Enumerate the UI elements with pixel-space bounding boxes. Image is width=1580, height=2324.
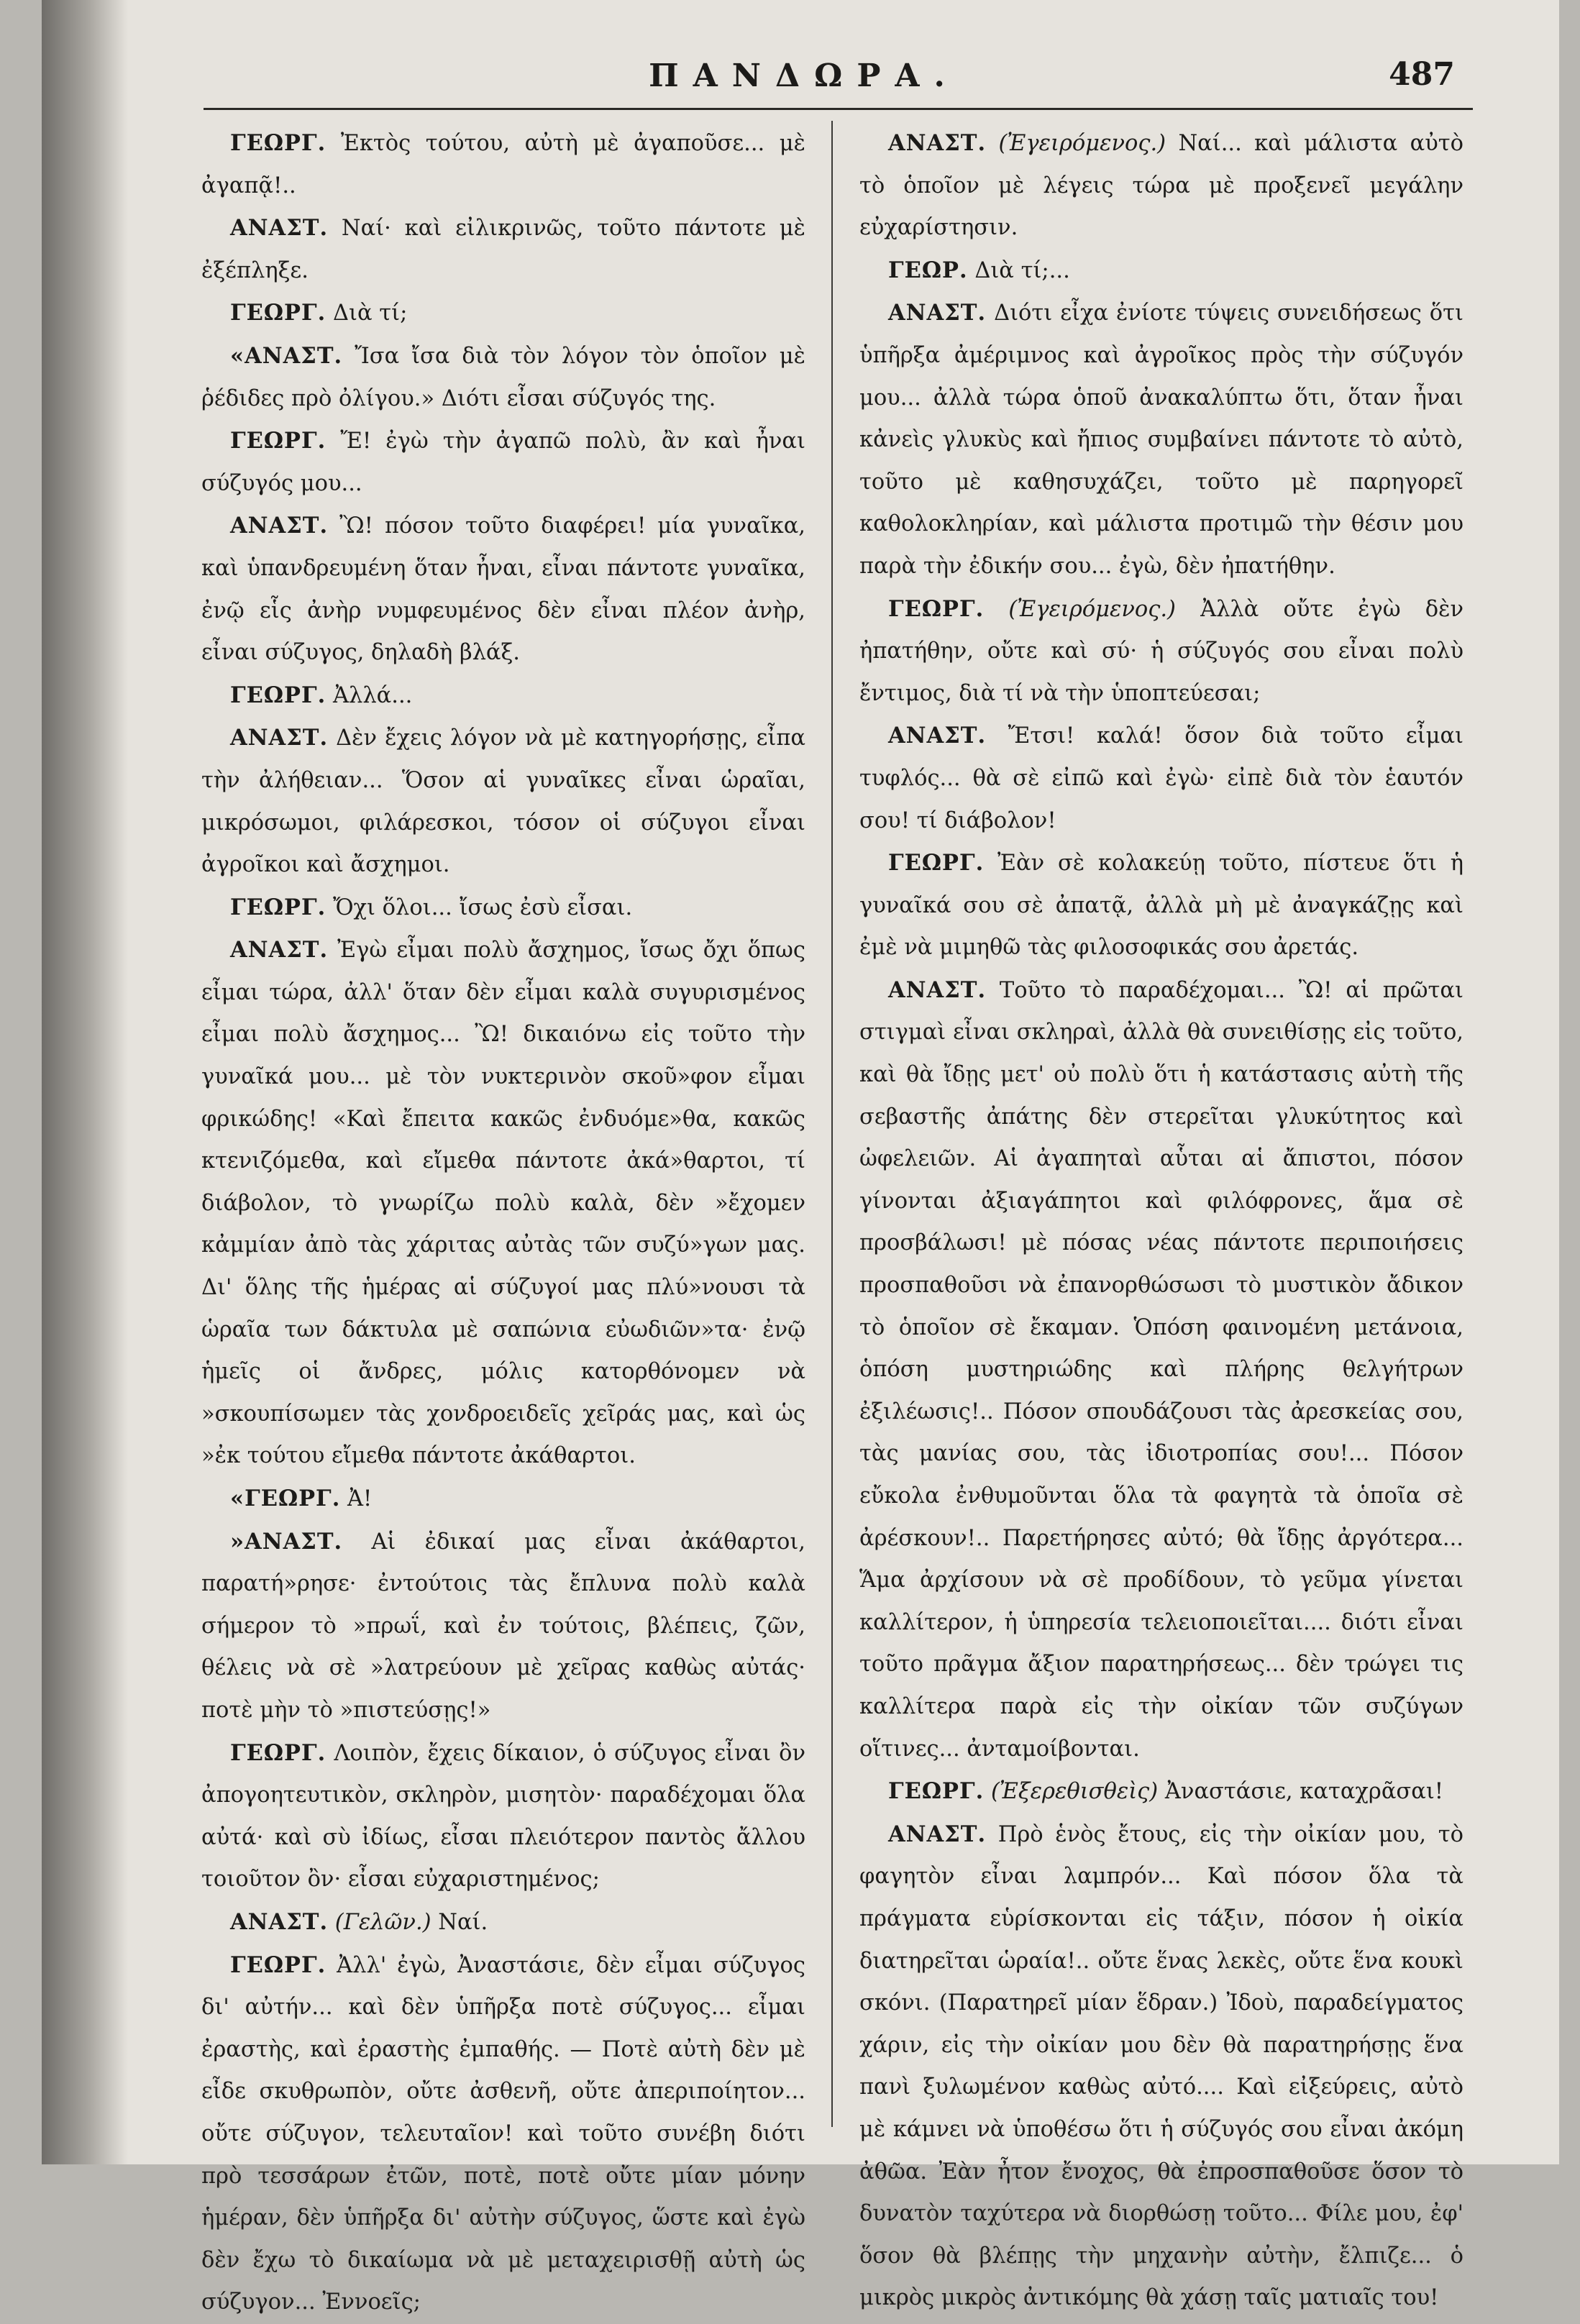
book-page (42, 0, 1559, 2315)
speaker-name: ΓΕΩΡΓ. (230, 1952, 326, 1978)
dialogue-text: Ἀλλ' ἐγὼ, Ἀναστάσιε, δὲν εἶμαι σύζυγος δι' αὐτήν... καὶ δὲν ὑπῆρξα ποτὲ σύζυγος... εἶμαι ἐραστὴς, καὶ ἐραστὴς ἐμπαθής. — Ποτὲ αὐτὴ δὲν μὲ εἶδε σκυθρωπὸν, οὔτε ἀσθενῆ, οὔτε ἀπεριποίητον... οὔτε σύζυγον, τελευταῖον! καὶ τοῦτο συνέβη διότι πρὸ τεσσάρων ἐτῶν, ποτὲ, ποτὲ οὔτε μίαν μόνην ἡμέραν, δὲν ὑπῆρξα δι' αὐτὴν σύζυγος, ὥστε καὶ ἐγὼ δὲν ἔχω τὸ δικαίωμα νὰ μὲ μεταχειρισθῇ αὐτὴ ὡς σύζυγον... Ἐννοεῖς; (201, 1952, 805, 2315)
dialogue-paragraph (201, 717, 805, 886)
speaker-name: ΑΝΑΣΤ. (888, 130, 987, 156)
speaker-name: «ΑΝΑΣΤ. (230, 342, 343, 369)
stage-direction: (Γελῶν.) (334, 1909, 431, 1935)
speaker-name: »ΑΝΑΣΤ. (230, 1528, 343, 1555)
dialogue-paragraph (859, 250, 1463, 293)
dialogue-text: Διότι εἶχα ἐνίοτε τύψεις συνειδήσεως ὅτι ὑπῆρξα ἀμέριμνος καὶ ἀγροῖκος πρὸς τὴν σύζυγόν μου... ἀλλὰ τώρα ὁποῦ ἀνακαλύπτω ὅτι, ὅταν ἦναι κἀνεὶς γλυκὺς καὶ ἤπιος συμβαίνει πάντοτε τὸ αὐτὸ, τοῦτο μὲ καθησυχάζει, τοῦτο μὲ παρηγορεῖ καθολοκληρίαν, καὶ μάλιστα προτιμῶ τὴν θέσιν μου παρὰ τὴν ἐδικήν σου... ἐγὼ, δὲν ἠπατήθην. (859, 301, 1464, 579)
page-gutter (42, 0, 128, 2164)
dialogue-paragraph (201, 420, 805, 505)
stage-direction: (Ἐγειρόμενος.) (998, 131, 1166, 156)
column-divider (831, 121, 833, 2127)
right-column (859, 122, 1463, 2320)
dialogue-paragraph (201, 505, 805, 674)
dialogue-paragraph (859, 122, 1463, 250)
speaker-name: ΓΕΩΡΓ. (230, 428, 326, 454)
speaker-name: ΓΕΩΡΓ. (230, 130, 326, 156)
speaker-name: ΑΝΑΣΤ. (230, 937, 329, 964)
dialogue-text: Ἔτσι! καλά! ὅσον διὰ τοῦτο εἶμαι τυφλός... θὰ σὲ εἰπῶ καὶ ἐγὼ· εἰπὲ διὰ τὸν ἑαυτόν σου! τί διάβολον! (859, 723, 1463, 833)
dialogue-paragraph (859, 969, 1463, 1770)
dialogue-text: Ἐγὼ εἶμαι πολὺ ἄσχημος, ἴσως ὄχι ὅπως εἶμαι τώρα, ἀλλ' ὅταν δὲν εἶμαι καλὰ συγυρισμένος εἶμαι πολὺ ἄσχημος... Ὢ! δικαιόνω εἰς τοῦτο τὴν γυναῖκά μου... μὲ τὸν νυκτερινὸν σκοῦ»φον εἶμαι φρικώδης! «Καὶ ἔπειτα κακῶς ἐνδυόμε»θα, κακῶς κτενιζόμεθα, καὶ εἴμεθα πάντοτε ἀκά»θαρτοι, τί διάβολον, τὸ γνωρίζω πολὺ καλὰ, δὲν »ἔχομεν κἀμμίαν ἀπὸ τὰς χάριτας αὐτὰς τῶν συζύ»γων μας. Δι' ὅλης τῆς ἡμέρας αἱ σύζυγοί μας πλύ»νουσι τὰ ὡραῖα των δάκτυλα μὲ σαπώνια εὐωδιῶν»τα· ἐνῷ ἡμεῖς οἱ ἄνδρες, μόλις κατορθόνομεν νὰ »σκουπίσωμεν τὰς χονδροειδεῖς χεῖράς μας, καὶ ὡς »ἐκ τούτου εἴμεθα πάντοτε ἀκάθαρτοι. (201, 938, 806, 1469)
speaker-name: ΑΝΑΣΤ. (230, 215, 329, 242)
dialogue-text: Ἀλλά... (332, 682, 413, 708)
dialogue-text: Ἐκτὸς τούτου, αὐτὴ μὲ ἀγαποῦσε... μὲ ἀγαπᾷ!.. (201, 131, 805, 198)
dialogue-text: Ἀναστάσιε, καταχρᾶσαι! (1164, 1779, 1444, 1805)
dialogue-paragraph (859, 715, 1463, 842)
dialogue-text: Αἱ ἐδικαί μας εἶναι ἀκάθαρτοι, παρατή»ρησε· ἐντούτοις τὰς ἔπλυνα πολὺ καλὰ σήμερον τὸ »πρωΐ, καὶ ἐν τούτοις, βλέπεις, ζῶν, θέλεις νὰ σὲ »λατρεύουν μὲ χεῖρας καθὼς αὐτάς· ποτὲ μὴν τὸ »πιστεύσῃς!» (201, 1529, 805, 1723)
speaker-name: ΑΝΑΣΤ. (888, 1821, 987, 1847)
dialogue-text: Δὲν ἔχεις λόγον νὰ μὲ κατηγορήσῃς, εἶπα τὴν ἀλήθειαν... Ὅσον αἱ γυναῖκες εἶναι ὡραῖαι, μικρόσωμοι, φιλάρεσκοι, τόσον οἱ σύζυγοι εἶναι ἀγροῖκοι καὶ ἄσχημοι. (201, 726, 805, 878)
speaker-name: ΑΝΑΣΤ. (230, 725, 329, 751)
stage-direction: (Ἐξερεθισθεὶς) (990, 1779, 1159, 1805)
dialogue-paragraph (201, 1901, 805, 1944)
speaker-name: ΑΝΑΣΤ. (230, 1908, 329, 1935)
speaker-name: ΓΕΩΡΓ. (888, 595, 985, 622)
speaker-name: ΓΕΩΡΓ. (230, 300, 326, 326)
dialogue-paragraph (859, 1770, 1463, 1813)
dialogue-paragraph (859, 842, 1463, 969)
dialogue-paragraph (201, 1521, 805, 1732)
dialogue-paragraph (201, 335, 805, 420)
dialogue-paragraph (859, 1813, 1463, 2320)
dialogue-paragraph (201, 929, 805, 1478)
stage-direction: (Ἐγειρόμενος.) (1008, 596, 1176, 622)
speaker-name: ΑΝΑΣΤ. (888, 300, 987, 326)
dialogue-paragraph (201, 1732, 805, 1901)
dialogue-text: Τοῦτο τὸ παραδέχομαι... Ὢ! αἱ πρῶται στιγμαὶ εἶναι σκληραὶ, ἀλλὰ θὰ συνειθίσῃς εἰς τοῦτο, καὶ θὰ ἴδῃς μετ' οὐ πολὺ ὅτι ἡ κατάστασις αὐτὴ τῆς σεβαστῆς ἀπάτης δὲν στερεῖται γλυκύτητος καὶ ὠφελειῶν. Αἱ ἀγαπηταὶ αὗται αἱ ἄπιστοι, πόσον γίνονται ἀξιαγάπητοι καὶ φιλόφρονες, ἅμα σὲ προσβάλωσι! μὲ πόσας νέας πάντοτε περιποιήσεις προσπαθοῦσι νὰ ἐπανορθώσωσι τὸ μυστικὸν ἄδικον τὸ ὁποῖον σὲ ἔκαμαν. Ὁπόση φαινομένη μετάνοια, ὁπόση μυστηριώδης καὶ πλήρης θελγήτρων ἐξιλέωσις!.. Πόσον σπουδάζουσι τὰς ἀρεσκείας σου, τὰς μανίας σου, τὰς ἰδιοτροπίας σου!... Πόσον εὔκολα ἐνθυμοῦνται ὅλα τὰ φαγητὰ τὰ ὁποῖα σὲ ἀρέσκουν!.. Παρετήρησες αὐτό; θὰ ἴδῃς ἀργότερα... Ἅμα ἀρχίσουν νὰ σὲ προδίδουν, τὸ γεῦμα γίνεται καλλίτερον, ἡ ὑπηρεσία τελειοποιεῖται.... διότι εἶναι τοῦτο πρᾶγμα ἄξιον παρατηρήσεως... δὲν τρώγει τις καλλίτερα παρὰ εἰς τὴν οἰκίαν τῶν συζύγων οἵτινες... ἀνταμοίβονται. (859, 977, 1463, 1762)
speaker-name: ΓΕΩΡΓ. (888, 850, 985, 877)
running-title: ΠΑΝΔΩΡΑ. (649, 58, 959, 94)
dialogue-paragraph (201, 207, 805, 292)
speaker-name: ΓΕΩΡ. (888, 257, 968, 283)
dialogue-paragraph (859, 588, 1463, 715)
dialogue-paragraph (201, 674, 805, 718)
speaker-name: «ΓΕΩΡΓ. (230, 1486, 341, 1511)
page-number: 487 (1389, 56, 1455, 93)
dialogue-text: Ναί... καὶ μάλιστα αὐτὸ τὸ ὁποῖον μὲ λέγεις τώρα μὲ προξενεῖ μεγάλην εὐχαρίστησιν. (859, 131, 1463, 241)
dialogue-text: Πρὸ ἑνὸς ἔτους, εἰς τὴν οἰκίαν μου, τὸ φαγητὸν εἶναι λαμπρόν... Καὶ πόσον ὅλα τὰ πράγματα εὑρίσκονται εἰς τάξιν, πόσον ἡ οἰκία διατηρεῖται ὡραία!.. οὔτε ἕνας λεκὲς, οὔτε ἕνα κουκὶ σκόνι. (Παρατηρεῖ μίαν ἕδραν.) Ἰδοὺ, παραδείγματος χάριν, εἰς τὴν οἰκίαν μου δὲν θὰ παρατηρήσῃς ἕνα πανὶ ξυλωμένον καθὼς αὐτό.... Καὶ εἰξεύρεις, αὐτὸ μὲ κάμνει νὰ ὑποθέσω ὅτι ἡ σύζυγός σου εἶναι ἀκόμη ἀθῶα. Ἐὰν ἦτον ἔνοχος, θὰ ἐπροσπαθοῦσε ὅσον τὸ δυνατὸν ταχύτερα νὰ διορθώσῃ τοῦτο... Φίλε μου, ἐφ' ὅσον θὰ βλέπῃς τὴν μηχανὴν αὐτὴν, ἔλπιζε... ὁ μικρὸς μικρὸς ἀντικόμης θὰ χάσῃ ταῖς ματιαῖς του! (859, 1821, 1463, 2311)
dialogue-paragraph (201, 122, 805, 207)
dialogue-paragraph (201, 1944, 805, 2324)
dialogue-text: Ναί· καὶ εἰλικρινῶς, τοῦτο πάντοτε μὲ ἐξέπληξε. (201, 216, 805, 283)
speaker-name: ΓΕΩΡΓ. (230, 894, 326, 920)
header-rule (204, 108, 1473, 110)
speaker-name: ΑΝΑΣΤ. (230, 513, 329, 539)
dialogue-paragraph (201, 1478, 805, 1521)
dialogue-text: Ἀλλὰ οὔτε ἐγὼ δὲν ἠπατήθην, οὔτε καὶ σύ· ἡ σύζυγός σου εἶναι πολὺ ἔντιμος, διὰ τί νὰ τὴν ὑποπτεύεσαι; (859, 596, 1464, 706)
dialogue-text: Διὰ τί; (332, 301, 408, 326)
speaker-name: ΓΕΩΡΓ. (888, 1778, 985, 1805)
dialogue-text: Ἴσα ἴσα διὰ τὸν λόγον τὸν ὁποῖον μὲ ῥέδιδες πρὸ ὀλίγου.» Διότι εἶσαι σύζυγός της. (201, 343, 805, 411)
dialogue-text: Διὰ τί;... (974, 257, 1070, 283)
dialogue-text: Ἀ! (347, 1486, 373, 1511)
dialogue-paragraph (859, 292, 1463, 587)
speaker-name: ΑΝΑΣΤ. (888, 976, 987, 1003)
dialogue-text: Ὄχι ὅλοι... ἴσως ἐσὺ εἶσαι. (332, 895, 633, 920)
dialogue-text: Ναί. (438, 1909, 488, 1935)
dialogue-text: Ὢ! πόσον τοῦτο διαφέρει! μία γυναῖκα, καὶ ὑπανδρευμένη ὅταν ἦναι, εἶναι πάντοτε γυναῖκα, ἐνῷ εἷς ἀνὴρ νυμφευμένος δὲν εἶναι πλέον ἀνὴρ, εἶναι σύζυγος, δηλαδὴ βλάξ. (201, 513, 805, 666)
dialogue-text: Ἐὰν σὲ κολακεύῃ τοῦτο, πίστευε ὅτι ἡ γυναῖκά σου σὲ ἀπατᾷ, ἀλλὰ μὴ μὲ ἀναγκάζῃς καὶ ἐμὲ νὰ μιμηθῶ τὰς φιλοσοφικάς σου ἀρετάς. (859, 851, 1463, 961)
left-column (201, 122, 805, 2324)
dialogue-paragraph (201, 887, 805, 930)
dialogue-paragraph (201, 292, 805, 335)
speaker-name: ΓΕΩΡΓ. (230, 1739, 326, 1766)
dialogue-text: Λοιπὸν, ἔχεις δίκαιον, ὁ σύζυγος εἶναι ὂν ἀπογοητευτικὸν, σκληρὸν, μισητὸν· παραδέχομαι ὅλα αὐτά· καὶ σὺ ἰδίως, εἶσαι πλειότερον παντὸς ἄλλου τοιοῦτον ὂν· εἶσαι εὐχαριστημένος; (201, 1740, 805, 1893)
dialogue-text: Ἔ! ἐγὼ τὴν ἀγαπῶ πολὺ, ἂν καὶ ἦναι σύζυγός μου... (201, 429, 805, 496)
speaker-name: ΑΝΑΣΤ. (888, 723, 987, 749)
speaker-name: ΓΕΩΡΓ. (230, 682, 326, 708)
